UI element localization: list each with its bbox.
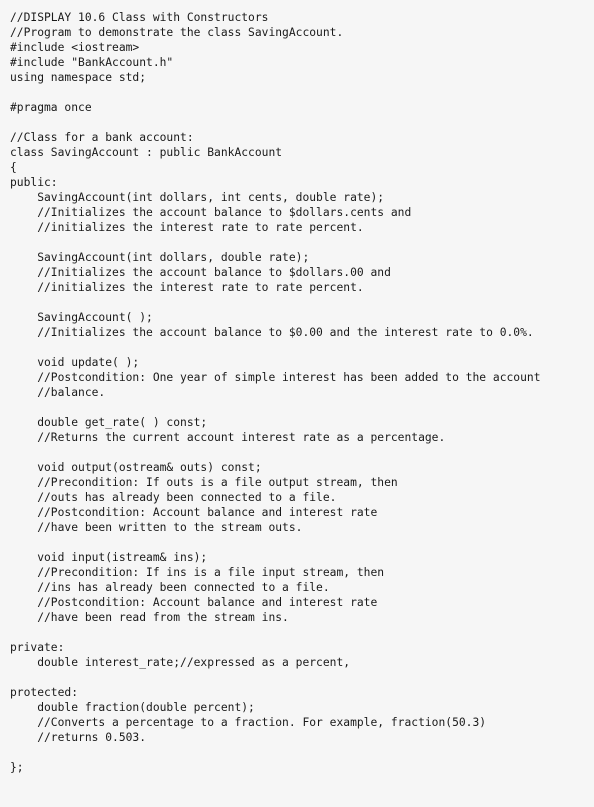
code-line (10, 85, 590, 100)
code-line: //returns 0.503. (10, 731, 147, 744)
code-line: { (10, 161, 17, 174)
code-line: //Initializes the account balance to $dollars.cents and (10, 206, 412, 219)
code-line: //have been written to the stream outs. (10, 521, 303, 534)
code-line: //Postcondition: Account balance and interest rate (10, 506, 378, 519)
code-line: using namespace std; (10, 71, 147, 84)
code-line: double fraction(double percent); (10, 701, 255, 714)
code-line: //outs has already been connected to a file. (10, 491, 337, 504)
code-line: void update( ); (10, 356, 140, 369)
code-line: //have been read from the stream ins. (10, 611, 289, 624)
code-line (10, 400, 590, 415)
code-line: SavingAccount( ); (10, 311, 153, 324)
code-line: SavingAccount(int dollars, int cents, double rate); (10, 191, 385, 204)
code-line: //Program to demonstrate the class SavingAccount. (10, 26, 344, 39)
code-line (10, 745, 590, 760)
code-line (10, 625, 590, 640)
code-line: //Converts a percentage to a fraction. For example, fraction(50.3) (10, 716, 487, 729)
code-line: double interest_rate;//expressed as a percent, (10, 656, 351, 669)
code-line: void output(ostream& outs) const; (10, 461, 262, 474)
code-line: private: (10, 641, 65, 654)
code-line (10, 295, 590, 310)
code-listing (10, 10, 590, 775)
code-line: //Precondition: If ins is a file input stream, then (10, 566, 385, 579)
code-line: //Returns the current account interest rate as a percentage. (10, 431, 446, 444)
code-line: double get_rate( ) const; (10, 416, 208, 429)
code-line (10, 235, 590, 250)
code-line: //Initializes the account balance to $dollars.00 and (10, 266, 391, 279)
code-line: #include <iostream> (10, 41, 140, 54)
code-line (10, 340, 590, 355)
code-line: //Postcondition: One year of simple interest has been added to the account (10, 371, 541, 384)
code-line: //Initializes the account balance to $0.00 and the interest rate to 0.0%. (10, 326, 534, 339)
code-line (10, 115, 590, 130)
code-line: }; (10, 761, 24, 774)
code-line: //Class for a bank account: (10, 131, 194, 144)
code-line (10, 535, 590, 550)
code-line: //DISPLAY 10.6 Class with Constructors (10, 11, 269, 24)
code-line: #include "BankAccount.h" (10, 56, 174, 69)
code-line (10, 445, 590, 460)
code-line: protected: (10, 686, 79, 699)
code-line (10, 670, 590, 685)
code-line: //balance. (10, 386, 106, 399)
code-line: //Postcondition: Account balance and interest rate (10, 596, 378, 609)
code-line: public: (10, 176, 58, 189)
code-line: #pragma once (10, 101, 92, 114)
code-line: //Precondition: If outs is a file output stream, then (10, 476, 398, 489)
code-line: //initializes the interest rate to rate percent. (10, 281, 364, 294)
code-line: SavingAccount(int dollars, double rate); (10, 251, 310, 264)
code-line: class SavingAccount : public BankAccount (10, 146, 283, 159)
code-line: //initializes the interest rate to rate percent. (10, 221, 364, 234)
code-line: //ins has already been connected to a file. (10, 581, 330, 594)
code-line: void input(istream& ins); (10, 551, 208, 564)
